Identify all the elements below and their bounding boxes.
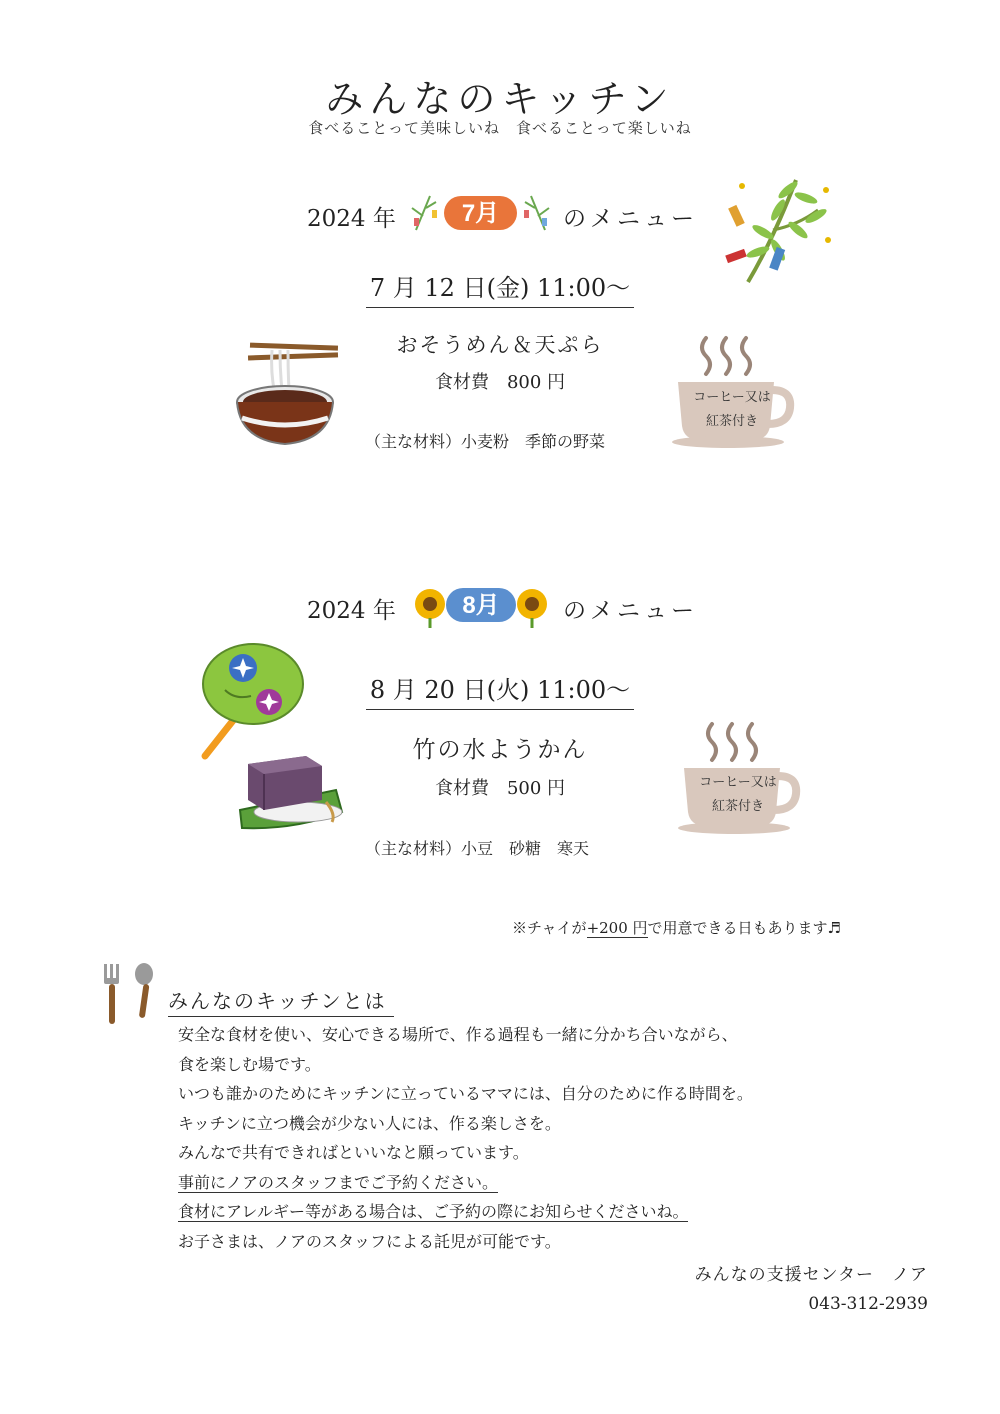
chai-note-prefix: ※チャイが — [512, 919, 587, 937]
about-heading: みんなのキッチンとは — [168, 985, 394, 1017]
about-line-allergy: 食材にアレルギー等がある場合は、ご予約の際にお知らせくださいね。 — [178, 1202, 689, 1221]
july-dish: おそうめん＆天ぷら — [396, 333, 604, 357]
about-line: いつも誰かのためにキッチンに立っているママには、自分のために作る時間を。 — [178, 1084, 753, 1103]
about-line: キッチンに立つ機会が少ない人には、作る楽しさを。 — [178, 1113, 561, 1133]
page-subtitle: 食べることって美味しいね 食べることって楽しいね — [308, 119, 692, 137]
fork-spoon-icon — [100, 962, 160, 1028]
august-price: 食材費 500 円 — [434, 778, 566, 799]
august-drink-line2: 紅茶付き — [711, 799, 764, 814]
phone-number: 043-312-2939 — [808, 1294, 928, 1314]
august-month-badge — [410, 582, 552, 630]
about-line: みんなで共有できればといいなと願っています。 — [178, 1143, 529, 1162]
august-date: 8 月 20 日(火) 11:00～ — [366, 670, 634, 710]
about-line: 食を楽しむ場です。 — [178, 1054, 321, 1074]
july-drink-line1: コーヒー又は — [693, 390, 771, 405]
page-title: みんなのキッチン — [325, 77, 675, 121]
tanabata-bamboo-icon — [718, 170, 838, 290]
july-date: 7 月 12 日(金) 11:00～ — [366, 268, 634, 308]
organization-name: みんなの支援センター ノア — [694, 1265, 928, 1285]
august-dish: 竹の水ようかん — [412, 737, 588, 763]
august-heading — [0, 582, 1000, 632]
july-price: 食材費 800 円 — [434, 372, 566, 393]
august-drink-note — [683, 771, 793, 819]
chai-note-suffix: で用意できる日もあります♬ — [647, 919, 841, 937]
about-line: 安全な食材を使い、安心できる場所で、作る過程も一緒に分かち合いながら、 — [178, 1025, 738, 1044]
august-ingredients: （主な材料）小豆 砂糖 寒天 — [365, 839, 590, 858]
august-menu-word: のメニュー — [563, 598, 698, 624]
july-menu-word: のメニュー — [563, 206, 698, 232]
about-line-reservation: 事前にノアのスタッフまでご予約ください。 — [178, 1172, 499, 1192]
chai-note-amount: +200 円 — [586, 919, 648, 937]
august-year: 2024 年 — [307, 598, 396, 624]
july-month-badge — [408, 190, 553, 236]
about-body — [178, 1020, 753, 1256]
july-drink-note — [677, 386, 787, 434]
august-month-text: 8月 — [462, 592, 500, 619]
july-heading — [0, 190, 1000, 240]
august-drink-line1: コーヒー又は — [699, 775, 777, 790]
july-month-text: 7月 — [461, 200, 500, 227]
about-line: お子さまは、ノアのスタッフによる託児が可能です。 — [178, 1231, 561, 1251]
july-drink-line2: 紅茶付き — [705, 414, 758, 429]
chai-note — [512, 917, 841, 938]
july-year: 2024 年 — [307, 206, 396, 232]
july-ingredients: （主な材料）小麦粉 季節の野菜 — [365, 432, 606, 451]
